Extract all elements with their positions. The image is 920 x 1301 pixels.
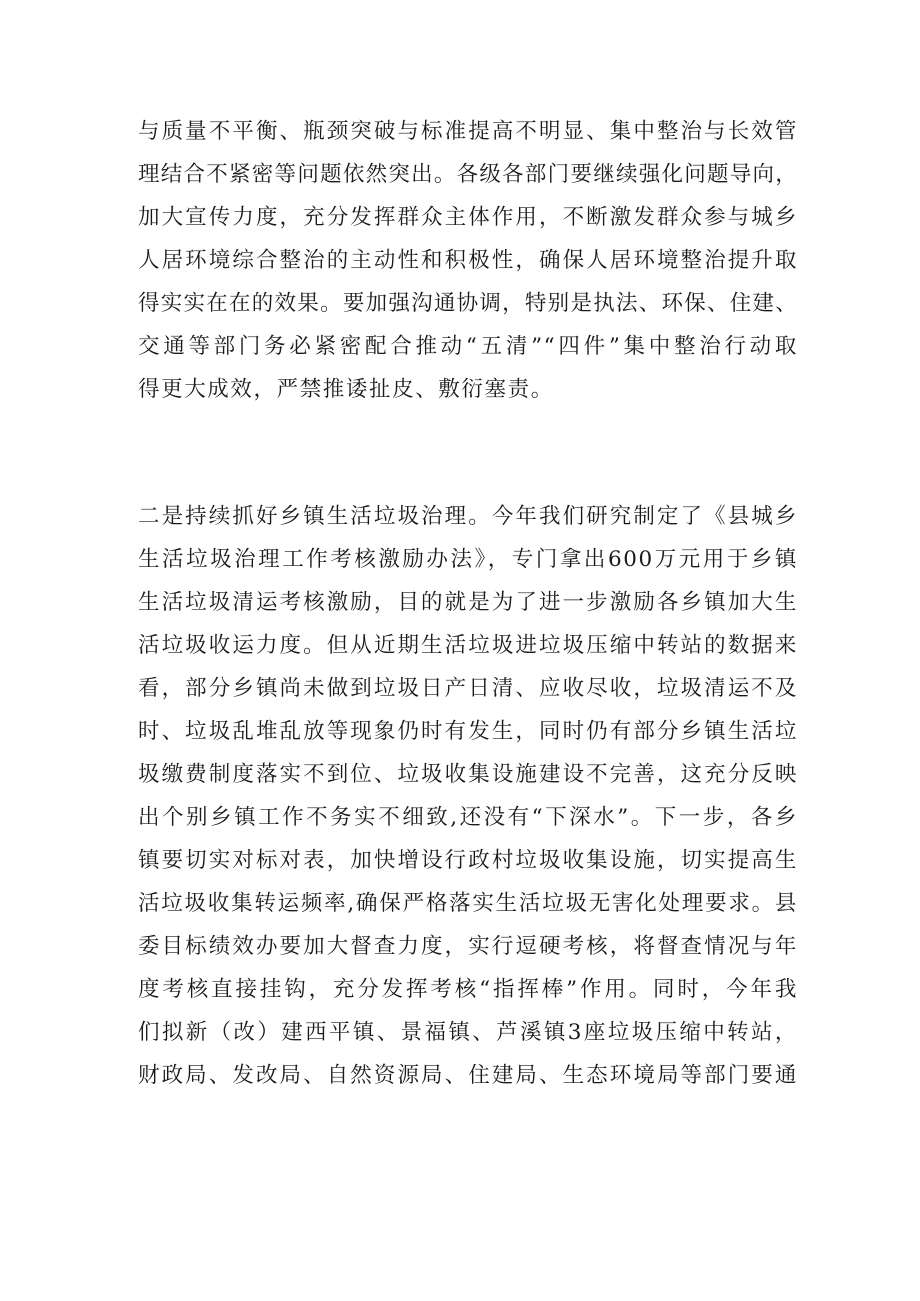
text-line: 交通等部门务必紧密配合推动“五清”“四件”集中整治行动取	[138, 334, 798, 359]
text-line: 生活垃圾治理工作考核激励办法》，专门拿出600万元用于乡镇	[138, 547, 798, 572]
text-line: 时、垃圾乱堆乱放等现象仍时有发生，同时仍有部分乡镇生活垃	[138, 719, 798, 744]
text-line: 度考核直接挂钩，充分发挥考核“指挥棒”作用。同时，今年我	[138, 977, 798, 1002]
text-line: 镇要切实对标对表，加快增设行政村垃圾收集设施，切实提高生	[138, 848, 798, 873]
text-line: 财政局、发改局、自然资源局、住建局、生态环境局等部门要通	[138, 1063, 798, 1088]
text-line: 活垃圾收集转运频率,确保严格落实生活垃圾无害化处理要求。县	[138, 891, 798, 916]
text-line: 出个别乡镇工作不务实不细致,还没有“下深水”。下一步，各乡	[138, 805, 798, 830]
text-line: 人居环境综合整治的主动性和积极性，确保人居环境整治提升取	[138, 248, 798, 273]
text-line: 生活垃圾清运考核激励，目的就是为了进一步激励各乡镇加大生	[138, 590, 798, 615]
text-line: 二是持续抓好乡镇生活垃圾治理。今年我们研究制定了《县城乡	[138, 504, 798, 529]
text-line: 与质量不平衡、瓶颈突破与标准提高不明显、集中整治与长效管	[138, 119, 798, 144]
text-line: 加大宣传力度，充分发挥群众主体作用，不断激发群众参与城乡	[138, 205, 798, 230]
text-line: 委目标绩效办要加大督查力度，实行逗硬考核，将督查情况与年	[138, 934, 798, 959]
text-line: 们拟新（改）建西平镇、景福镇、芦溪镇3座垃圾压缩中转站，	[138, 1020, 798, 1045]
text-line: 理结合不紧密等问题依然突出。各级各部门要继续强化问题导向，	[138, 162, 798, 187]
text-line: 得更大成效，严禁推诿扯皮、敷衍塞责。	[138, 377, 554, 402]
text-line: 看，部分乡镇尚未做到垃圾日产日清、应收尽收，垃圾清运不及	[138, 676, 798, 701]
text-line: 得实实在在的效果。要加强沟通协调，特别是执法、环保、住建、	[138, 291, 798, 316]
text-line: 活垃圾收运力度。但从近期生活垃圾进垃圾压缩中转站的数据来	[138, 633, 798, 658]
text-line: 圾缴费制度落实不到位、垃圾收集设施建设不完善，这充分反映	[138, 762, 798, 787]
